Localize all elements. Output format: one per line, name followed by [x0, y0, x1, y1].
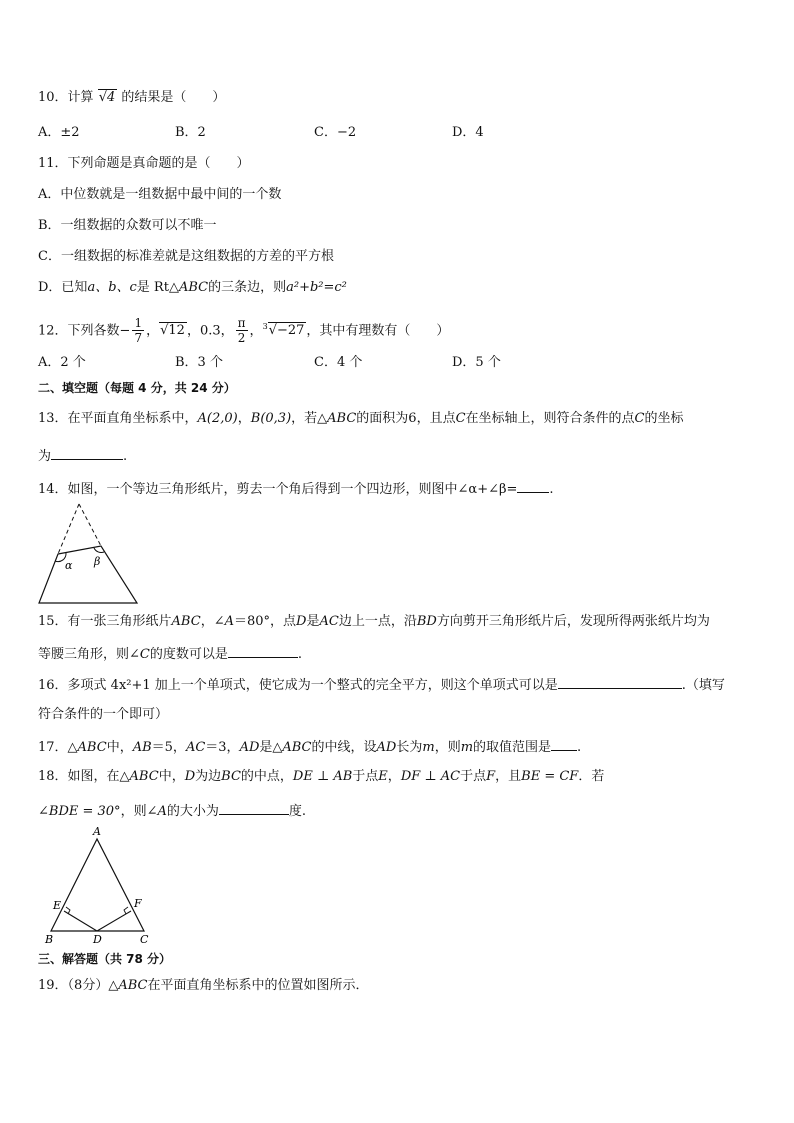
- q19-stem: 19．（8分）△ABC在平面直角坐标系中的位置如图所示．: [38, 978, 369, 993]
- sqrt-expression: √4: [98, 90, 116, 105]
- q16-line-1: 16．多项式 4x²+1 加上一个单项式，使它成为一个整式的完全平方，则这个单项式可以是 .（填写: [38, 675, 725, 695]
- answer-blank[interactable]: [517, 479, 549, 493]
- alpha-label: α: [65, 559, 73, 572]
- q13-line-2: 为 .: [38, 446, 127, 466]
- sqrt-12: √12: [160, 323, 185, 339]
- cube-root-neg27: √−27: [268, 323, 305, 339]
- q10-option-b: B．2: [175, 125, 206, 140]
- label-a: A: [93, 825, 101, 838]
- dashed-edge-right: [79, 504, 101, 546]
- q10-option-a: A．±2: [38, 125, 80, 140]
- q12-option-c: C．4 个: [314, 355, 363, 370]
- answer-blank[interactable]: [558, 675, 682, 689]
- q12-stem: 12．下列各数− $\frac{1}{7}$ ，√12 ，0.3， $\frac{\pi}{2}$ ，$^3$√−27 ，其中有理数有（ ）: [38, 316, 450, 346]
- q13-line-1: 13．在平面直角坐标系中，A(2,0)，B(0,3)，若△ABC的面积为6，且点C在坐标轴上，则符合条件的点C的坐标: [38, 411, 684, 426]
- segment-de: [64, 911, 97, 931]
- fraction-pi-over-2: $\frac{\pi}{2}$: [237, 316, 246, 346]
- label-d: D: [93, 933, 102, 946]
- q10-stem: 10．计算 √4 的结果是（ ）: [38, 90, 226, 105]
- q10-option-d: D．4: [452, 125, 484, 140]
- q11-option-c: C．一组数据的标准差就是这组数据的方差的平方根: [38, 249, 334, 264]
- label-c: C: [140, 933, 149, 946]
- answer-blank[interactable]: [551, 737, 577, 751]
- label-f: F: [134, 897, 142, 910]
- q18-line-2: ∠BDE = 30°，则∠A的大小为 度.: [38, 801, 306, 821]
- q11-stem: 11．下列命题是真命题的是（ ）: [38, 156, 250, 171]
- q14-stem: 14．如图，一个等边三角形纸片，剪去一个角后得到一个四边形，则图中∠α+∠β= .: [38, 479, 554, 499]
- q11-option-d: D．已知a、b、c是 Rt△ABC的三条边，则a²+b²=c²: [38, 280, 347, 295]
- beta-label: β: [94, 555, 101, 568]
- fraction-one-seventh: $\frac{1}{7}$: [134, 316, 143, 346]
- label-e: E: [53, 899, 62, 912]
- q12-option-b: B．3 个: [175, 355, 223, 370]
- q14-cut-triangle-figure: [36, 501, 146, 605]
- q12-option-d: D．5 个: [452, 355, 501, 370]
- triangle-abc: [51, 839, 144, 931]
- label-b: B: [45, 933, 54, 946]
- q18-triangle-figure: [40, 825, 160, 947]
- q12-option-a: A．2 个: [38, 355, 86, 370]
- q10-option-c: C．−2: [314, 125, 357, 140]
- q11-option-b: B．一组数据的众数可以不唯一: [38, 218, 217, 233]
- dashed-edge-left: [58, 504, 79, 554]
- answer-blank[interactable]: [51, 446, 123, 460]
- q16-line-2: 符合条件的一个即可）: [38, 707, 169, 722]
- q11-option-a: A．中位数就是一组数据中最中间的一个数: [38, 187, 282, 202]
- q18-line-1: 18．如图，在△ABC中，D为边BC的中点，DE ⊥ AB于点E，DF ⊥ AC于点F，且BE = CF．若: [38, 769, 605, 784]
- answer-blank[interactable]: [228, 644, 298, 658]
- q15-line-1: 15．有一张三角形纸片ABC，∠A＝80°，点D是AC边上一点，沿BD方向剪开三角形纸片后，发现所得两张纸片均为: [38, 614, 710, 629]
- quadrilateral: [39, 546, 137, 603]
- q17-stem: 17．△ABC中，AB＝5，AC＝3，AD是△ABC的中线，设AD长为m，则m的取值范围是 .: [38, 737, 581, 757]
- q15-line-2: 等腰三角形，则∠C的度数可以是 .: [38, 644, 302, 664]
- answer-blank[interactable]: [219, 801, 289, 815]
- section-3-heading: 三、解答题（共 78 分）: [38, 952, 172, 966]
- section-2-heading: 二、填空题（每题 4 分，共 24 分）: [38, 381, 236, 395]
